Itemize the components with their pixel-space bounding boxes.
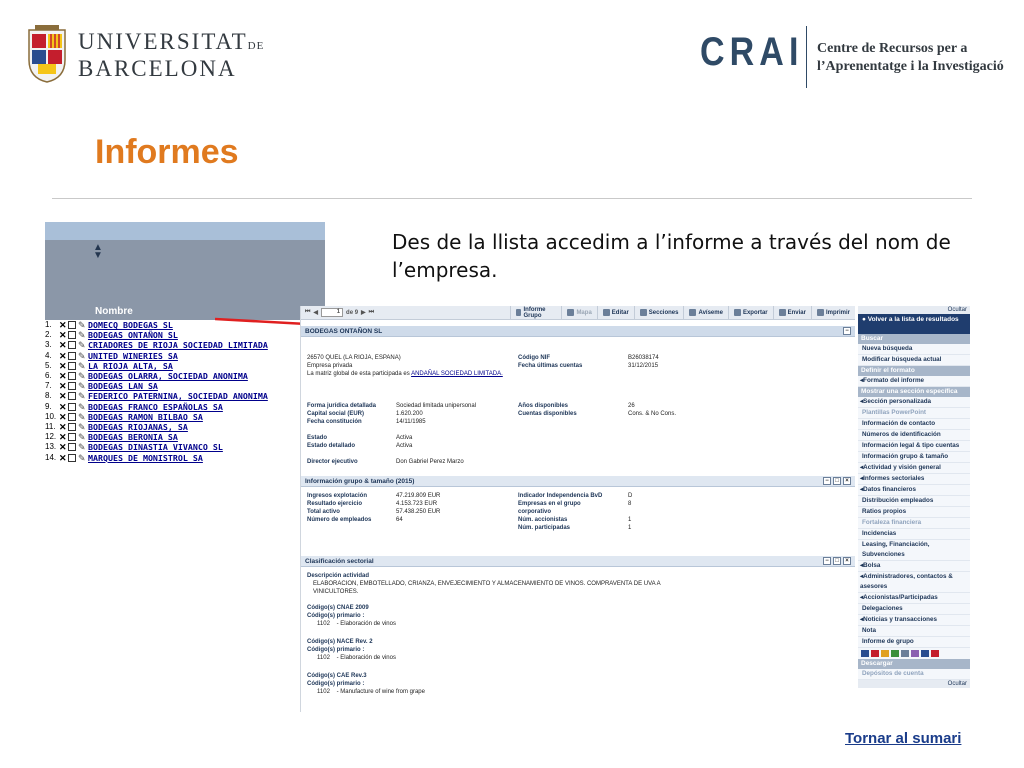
company-link[interactable]: BODEGAS ONTAÑON SL (88, 330, 178, 341)
status-detail-value: Activa (396, 443, 413, 449)
sector-minimize-icon[interactable]: − (823, 557, 831, 565)
company-link[interactable]: DOMECQ BODEGAS SL (88, 320, 173, 331)
list-header (45, 240, 325, 320)
cnae-label: Código(s) CNAE 2009 (307, 605, 369, 611)
group-values-right (628, 492, 632, 532)
sidebar-item[interactable]: Información de contacto (858, 419, 970, 430)
employees-value: 64 (396, 517, 403, 523)
cae-desc: - Manufacture of wine from grape (336, 689, 425, 695)
sidebar-items (858, 334, 970, 648)
row-number: 14. (45, 452, 57, 462)
sidebar-item[interactable]: ◂Administradores, contactos & asesores (858, 572, 970, 593)
chart-icon-3[interactable] (881, 650, 889, 657)
group-header (301, 476, 855, 487)
crai-desc-line2: l’Aprenentatge i la Investigació (817, 59, 1004, 74)
row-number: 10. (45, 411, 57, 421)
sidebar-item[interactable]: Fortaleza financiera (858, 518, 970, 529)
company-link[interactable]: CRIADORES DE RIOJA SOCIEDAD LIMITADA (88, 340, 268, 351)
sidebar-item[interactable]: ◂Noticias y transacciones (858, 615, 970, 626)
chart-icon-5[interactable] (901, 650, 909, 657)
nace-desc: - Elaboración de vinos (336, 655, 396, 661)
holdings-label: Núm. participadas (518, 525, 571, 531)
row-checkbox[interactable] (68, 372, 76, 380)
edit-icon[interactable]: ✎ (78, 452, 86, 463)
list-item (45, 361, 325, 371)
accounts-label: Cuentas disponibles (518, 411, 577, 417)
sidebar-item-label: Sección personalizada (863, 398, 932, 405)
remove-icon[interactable]: ✕ (59, 391, 67, 402)
toolbar-button-label: Mapa (576, 309, 592, 316)
director-label: Director ejecutivo (307, 459, 358, 465)
shareholders-label: Núm. accionistas (518, 517, 568, 523)
sidebar-item-deposits[interactable]: Depósitos de cuenta (858, 669, 970, 680)
toolbar-icon (734, 309, 741, 316)
sidebar-item[interactable]: ◂Formato del informe (858, 376, 970, 387)
company-link[interactable]: BODEGAS BERONIA SA (88, 432, 178, 443)
legal-values (396, 402, 476, 466)
edit-icon[interactable]: ✎ (78, 340, 86, 351)
sector-close-icon[interactable]: × (843, 557, 851, 565)
company-link[interactable]: UNITED WINERIES SA (88, 350, 178, 361)
activity-value-1: ELABORACION, EMBOTELLADO, CRIANZA, ENVEJECIMIENTO Y ALMACENAMIENTO DE VINOS. COMPRAVENTA DE UVA A (313, 581, 661, 587)
nif-values (628, 354, 659, 370)
matrix-link[interactable]: ANDAÑAL SOCIEDAD LIMITADA. (411, 371, 503, 377)
toolbar-icon (603, 309, 610, 316)
column-name-header[interactable]: Nombre (95, 306, 133, 317)
cae-primary-label: Código(s) primario : (307, 681, 365, 687)
row-checkbox[interactable] (68, 392, 76, 400)
row-number: 4. (45, 350, 52, 360)
download-section: Descargar (858, 659, 970, 669)
toolbar-button-label: Enviar (787, 309, 806, 316)
group-section-buttons (823, 477, 851, 485)
group-labels-right (518, 492, 602, 532)
remove-icon[interactable]: ✕ (59, 381, 67, 392)
slide-description: Des de la llista accedim a l’informe a través del nom de l’empresa. (392, 230, 951, 282)
title-divider (52, 198, 972, 199)
list-item (45, 381, 325, 391)
list-item (45, 371, 325, 381)
company-link[interactable]: BODEGAS RAMON BILBAO SA (88, 411, 203, 422)
legal-form-value: Sociedad limitada unipersonal (396, 403, 477, 409)
group-section (301, 476, 855, 556)
list-item (45, 351, 325, 361)
toolbar-icon (567, 309, 574, 316)
matrix-text: La matriz global de esta participada es (307, 371, 410, 377)
cae-label: Código(s) CAE Rev.3 (307, 673, 367, 679)
years-value: 26 (628, 403, 635, 409)
sidebar-item[interactable]: ◂Sección personalizada (858, 397, 970, 408)
toolbar-button[interactable] (561, 306, 596, 320)
row-number: 11. (45, 421, 56, 431)
edit-icon[interactable]: ✎ (78, 421, 86, 432)
toolbar-button-label: Exportar (742, 309, 768, 316)
sidebar-item[interactable]: ◂Informes sectoriales (858, 474, 970, 485)
years-label: Años disponibles (518, 403, 569, 409)
remove-icon[interactable]: ✕ (59, 340, 67, 351)
row-checkbox[interactable] (68, 341, 76, 349)
remove-icon[interactable]: ✕ (59, 421, 67, 432)
remove-icon[interactable]: ✕ (59, 360, 67, 371)
toolbar-icon (689, 309, 696, 316)
sidebar-item-label: Datos financieros (863, 486, 917, 493)
corp-label1: Empresas en el grupo (518, 501, 581, 507)
income-value: 47.219.809 EUR (396, 493, 441, 499)
sidebar-item[interactable]: Informe de grupo (858, 637, 970, 648)
activity-value-2: VINICULTORES. (313, 589, 359, 595)
chart-icon-1[interactable] (861, 650, 869, 657)
years-values (628, 402, 676, 418)
sidebar-item[interactable]: Distribución empleados (858, 496, 970, 507)
group-title: Información grupo & tamaño (2015) (305, 478, 415, 485)
sidebar-item[interactable]: Nota (858, 626, 970, 637)
group-values-left (396, 492, 440, 524)
row-number: 2. (45, 330, 52, 340)
result-value: 4.153.723 EUR (396, 501, 438, 507)
toolbar-buttons (510, 306, 855, 320)
company-link[interactable]: FEDERICO PATERNINA, SOCIEDAD ANONIMA (88, 391, 268, 402)
founded-value: 14/11/1985 (396, 419, 426, 425)
sidebar-item[interactable]: ◂Actividad y visión general (858, 463, 970, 474)
collapse-icon[interactable]: − (843, 327, 851, 335)
income-label: Ingresos explotación (307, 493, 368, 499)
remove-icon[interactable]: ✕ (59, 330, 67, 341)
cae-code: 1102 (317, 689, 330, 695)
remove-icon[interactable]: ✕ (59, 452, 67, 463)
remove-icon[interactable]: ✕ (59, 320, 67, 331)
sidebar-item[interactable]: Modificar búsqueda actual (858, 355, 970, 366)
sidebar-item[interactable]: Información grupo & tamaño (858, 452, 970, 463)
assets-label: Total activo (307, 509, 340, 515)
report-sidebar (858, 306, 970, 692)
ub-de: DE (247, 40, 265, 52)
row-checkbox[interactable] (68, 433, 76, 441)
edit-icon[interactable]: ✎ (78, 371, 86, 382)
chart-icon-2[interactable] (871, 650, 879, 657)
hide-sidebar-bottom[interactable]: Ocultar (858, 680, 970, 688)
edit-icon[interactable]: ✎ (78, 401, 86, 412)
row-checkbox[interactable] (68, 331, 76, 339)
company-report (300, 306, 855, 712)
back-to-results-button[interactable]: ● Volver a la lista de resultados (858, 314, 970, 334)
sector-section-buttons (823, 557, 851, 565)
nace-label: Código(s) NACE Rev. 2 (307, 639, 373, 645)
company-link[interactable]: BODEGAS FRANCO ESPAÑOLAS SA (88, 401, 223, 412)
nif-value: B26038174 (628, 355, 659, 361)
cnae-code: 1102 (317, 621, 330, 627)
sort-icon[interactable]: ▲ ▼ (93, 242, 103, 261)
employees-label: Número de empleados (307, 517, 372, 523)
list-item (45, 391, 325, 401)
last-accounts-label: Fecha últimas cuentas (518, 363, 583, 369)
edit-icon[interactable]: ✎ (78, 360, 86, 371)
toolbar-button-label: Imprimir (825, 309, 850, 316)
last-page-icon[interactable]: ⏭ (368, 309, 375, 315)
row-checkbox[interactable] (68, 362, 76, 370)
edit-icon[interactable]: ✎ (78, 442, 86, 453)
row-checkbox[interactable] (68, 382, 76, 390)
activity-label: Descripción actividad (307, 573, 370, 579)
crai-desc-line1: Centre de Recursos per a (817, 41, 968, 56)
edit-icon[interactable]: ✎ (78, 391, 86, 402)
row-checkbox[interactable] (68, 321, 76, 329)
sidebar-item-label: Administradores, contactos & asesores (860, 573, 953, 590)
list-item (45, 442, 325, 452)
nace-primary-label: Código(s) primario : (307, 647, 365, 653)
status-detail-label: Estado detallado (307, 443, 356, 449)
sidebar-item-label: Bolsa (863, 562, 881, 569)
sidebar-section-header: Definir el formato (858, 366, 970, 376)
edit-icon[interactable]: ✎ (78, 411, 86, 422)
page-navigation (301, 308, 510, 317)
corp-label2: corporativo (518, 509, 552, 515)
accounts-value: Cons. & No Cons. (628, 411, 677, 417)
company-name-header (301, 326, 855, 337)
edit-icon[interactable]: ✎ (78, 330, 86, 341)
list-item (45, 432, 328, 443)
sidebar-item[interactable]: Nueva búsqueda (858, 344, 970, 355)
founded-label: Fecha constitución (307, 419, 362, 425)
company-link[interactable]: BODEGAS LAN SA (88, 381, 158, 392)
company-link[interactable]: LA RIOJA ALTA, SA (88, 360, 173, 371)
nace-code: 1102 (317, 655, 330, 661)
remove-icon[interactable]: ✕ (59, 432, 67, 443)
row-number: 7. (45, 381, 52, 391)
toolbar-icon (779, 309, 786, 316)
status-value: Activa (396, 435, 413, 441)
toolbar-button-label: Avíseme (698, 309, 723, 316)
chart-icon-6[interactable] (911, 650, 919, 657)
next-page-icon[interactable]: ▶ (361, 310, 366, 316)
list-header-bar (45, 222, 325, 240)
remove-icon[interactable]: ✕ (59, 350, 67, 361)
sidebar-item[interactable]: ◂Bolsa (858, 561, 970, 572)
last-accounts-value: 31/12/2015 (628, 363, 659, 369)
first-page-icon[interactable]: ⏮ (305, 309, 311, 315)
back-to-summary-link[interactable]: Tornar al sumari (845, 730, 962, 747)
crai-logo (700, 26, 1020, 90)
list-item (45, 402, 325, 412)
row-checkbox[interactable] (68, 403, 76, 411)
restore-icon[interactable]: □ (833, 477, 841, 485)
prev-page-icon[interactable]: ◀ (313, 310, 319, 316)
sidebar-item[interactable]: Incidencias (858, 529, 970, 540)
ub-wordmark (78, 30, 264, 80)
sidebar-item[interactable]: Leasing, Financiación, Subvenciones (858, 540, 970, 561)
sidebar-item[interactable]: Delegaciones (858, 604, 970, 615)
back-label: Volver a la lista de resultados (867, 316, 959, 323)
company-summary-section (301, 326, 855, 476)
capital-value: 1.620.200 (396, 411, 423, 417)
toolbar-icon (516, 309, 522, 316)
page-number-input[interactable]: 1 (321, 308, 343, 317)
remove-icon[interactable]: ✕ (59, 411, 67, 422)
row-checkbox[interactable] (68, 423, 76, 431)
toolbar-button[interactable] (811, 306, 855, 320)
row-number: 13. (45, 442, 57, 452)
row-number: 3. (45, 340, 52, 350)
nif-label: Código NIF (518, 355, 550, 361)
chart-icon-4[interactable] (891, 650, 899, 657)
row-checkbox[interactable] (68, 443, 76, 451)
toolbar-icon (817, 309, 824, 316)
ub-line2: BARCELONA (78, 56, 237, 81)
company-type: Empresa privada (307, 363, 353, 369)
remove-icon[interactable]: ✕ (59, 442, 67, 453)
close-icon[interactable]: × (843, 477, 851, 485)
sector-content (307, 572, 697, 696)
ub-line1: UNIVERSITAT (78, 29, 248, 54)
sidebar-item-label: Actividad y visión general (863, 464, 941, 471)
sidebar-item-label: Formato del informe (863, 377, 925, 384)
indep-value: D (628, 493, 633, 499)
report-toolbar (301, 306, 855, 320)
row-number: 12. (45, 432, 57, 442)
sidebar-section-header: Buscar (858, 334, 970, 344)
universitat-barcelona-logo (26, 24, 266, 88)
row-number: 1. (45, 320, 52, 330)
nif-block (518, 354, 582, 370)
list-item (45, 412, 325, 422)
cnae-primary-label: Código(s) primario : (307, 613, 365, 619)
section-buttons (843, 327, 851, 335)
edit-icon[interactable]: ✎ (78, 432, 86, 443)
toolbar-button-label: Editar (611, 309, 629, 316)
list-item (45, 452, 325, 462)
sidebar-item-label: Accionistas/Participadas (863, 594, 938, 601)
crai-description (817, 40, 1004, 76)
legal-form-label: Forma jurídica detallada (307, 403, 377, 409)
company-link[interactable]: BODEGAS OLARRA, SOCIEDAD ANONIMA (88, 371, 248, 382)
crai-wordmark: CRAI (700, 30, 804, 74)
years-labels (518, 402, 577, 418)
sidebar-item[interactable]: ◂Accionistas/Participadas (858, 593, 970, 604)
list-rows (45, 320, 328, 463)
group-labels-left (307, 492, 371, 524)
list-item (45, 422, 325, 432)
hide-sidebar-top[interactable]: Ocultar (858, 306, 970, 314)
toolbar-button[interactable] (728, 306, 773, 320)
sidebar-item[interactable]: Ratios propios (858, 507, 970, 518)
edit-icon[interactable]: ✎ (78, 320, 86, 331)
sector-header (301, 556, 855, 567)
sidebar-item-label: Informes sectoriales (863, 475, 925, 482)
holdings-value: 1 (628, 525, 632, 531)
sidebar-item[interactable]: Plantillas PowerPoint (858, 408, 970, 419)
sector-restore-icon[interactable]: □ (833, 557, 841, 565)
row-number: 6. (45, 371, 52, 381)
row-number: 5. (45, 360, 52, 370)
indep-label: Indicador Independencia BvD (518, 493, 603, 499)
row-number: 9. (45, 401, 52, 411)
edit-icon[interactable]: ✎ (78, 381, 86, 392)
page-count: de 9 (346, 309, 359, 316)
sector-section (301, 556, 855, 712)
remove-icon[interactable]: ✕ (59, 371, 67, 382)
slide-title: Informes (95, 133, 239, 171)
company-address: 26570 QUEL (LA RIOJA, ESPANA) (307, 355, 401, 361)
toolbar-button[interactable] (683, 306, 727, 320)
group-report-icons (858, 648, 970, 659)
cnae-desc: - Elaboración de vinos (336, 621, 396, 627)
toolbar-button[interactable] (634, 306, 684, 320)
row-checkbox[interactable] (68, 352, 76, 360)
toolbar-icon (640, 309, 647, 316)
chart-icon-8[interactable] (931, 650, 939, 657)
legal-labels (307, 402, 376, 466)
row-checkbox[interactable] (68, 413, 76, 421)
sidebar-item[interactable]: Números de identificación (858, 430, 970, 441)
assets-value: 57.438.250 EUR (396, 509, 441, 515)
sidebar-item[interactable]: Información legal & tipo cuentas (858, 441, 970, 452)
ub-shield-icon (26, 24, 68, 84)
company-address-block (307, 354, 503, 378)
corp-value: 8 (628, 501, 632, 507)
company-link[interactable]: BODEGAS RIOJANAS, SA (88, 421, 188, 432)
director-value: Don Gabriel Perez Marzo (396, 459, 464, 465)
remove-icon[interactable]: ✕ (59, 401, 67, 412)
sector-title: Clasificación sectorial (305, 558, 374, 565)
toolbar-button-label: Informe Grupo (523, 306, 546, 319)
toolbar-button[interactable] (510, 306, 561, 320)
result-label: Resultado ejercicio (307, 501, 363, 507)
sidebar-item[interactable]: ◂Datos financieros (858, 485, 970, 496)
company-link[interactable]: MARQUES DE MONISTROL SA (88, 452, 203, 463)
sidebar-item-label: Noticias y transacciones (863, 616, 938, 623)
shareholders-value: 1 (628, 517, 632, 523)
toolbar-button[interactable] (597, 306, 634, 320)
company-link[interactable]: BODEGAS DINASTIA VIVANCO SL (88, 442, 223, 453)
company-name: BODEGAS ONTAÑON SL (305, 328, 383, 335)
toolbar-button[interactable] (773, 306, 811, 320)
capital-label: Capital social (EUR) (307, 411, 365, 417)
minimize-icon[interactable]: − (823, 477, 831, 485)
row-number: 8. (45, 391, 52, 401)
sidebar-section-header: Mostrar una sección específica (858, 387, 970, 397)
status-label: Estado (307, 435, 328, 441)
chart-icon-7[interactable] (921, 650, 929, 657)
edit-icon[interactable]: ✎ (78, 350, 86, 361)
crai-separator (806, 26, 807, 88)
row-checkbox[interactable] (68, 454, 76, 462)
list-item (45, 340, 325, 350)
toolbar-button-label: Secciones (648, 309, 679, 316)
